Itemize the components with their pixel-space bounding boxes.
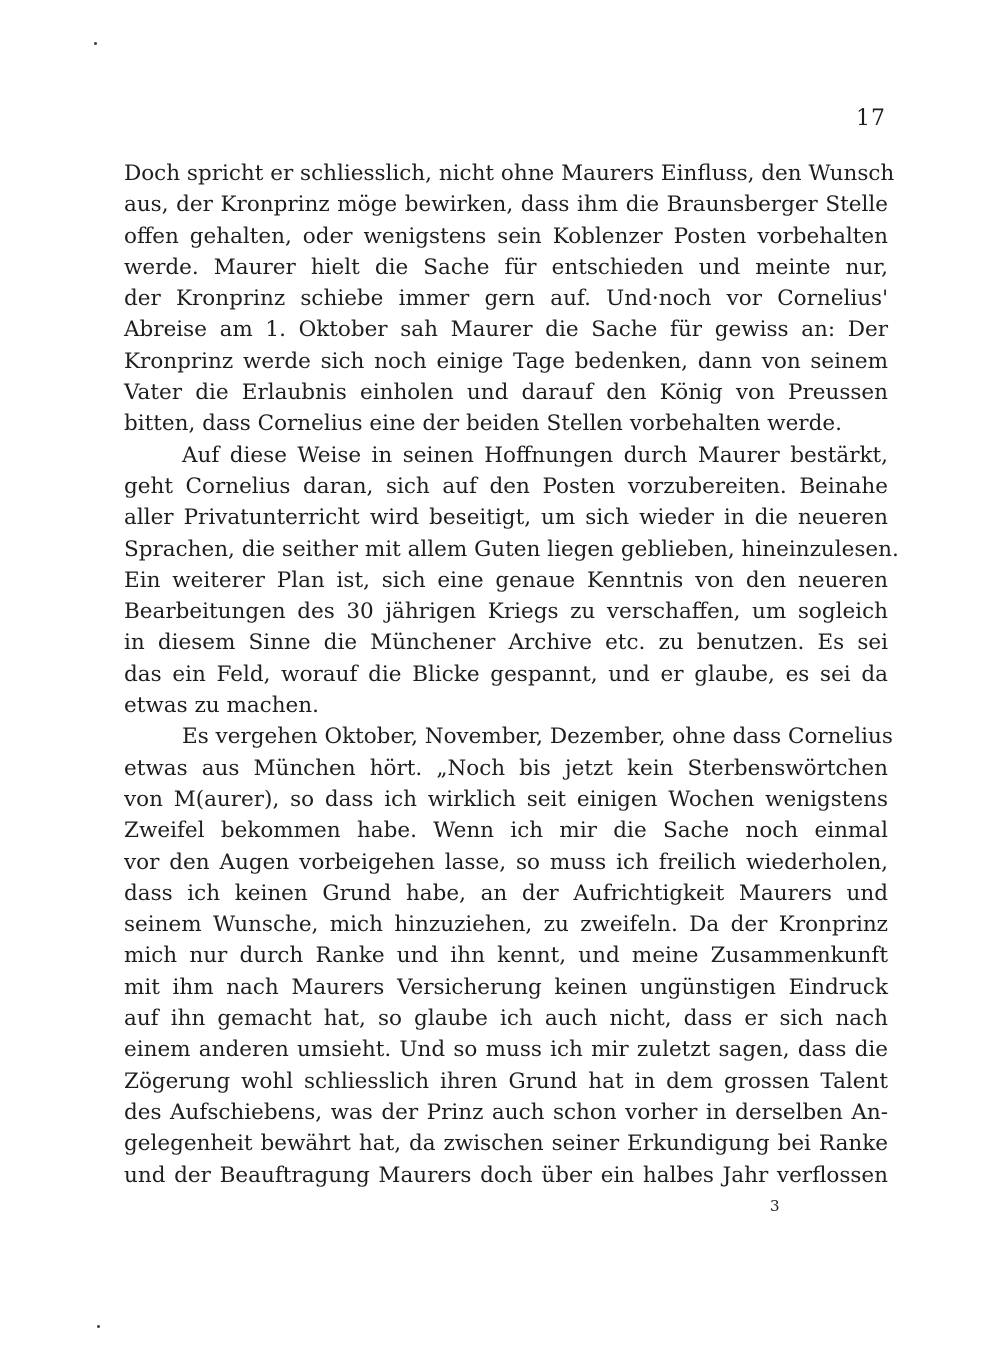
- text-line: Zögerung wohl schliesslich ihren Grund hat in dem grossen Talent: [124, 1068, 888, 1094]
- text-line: bitten, dass Cornelius eine der beiden Stellen vorbehalten werde.: [124, 411, 842, 437]
- text-line: Sprachen, die seither mit allem Guten liegen geblieben, hineinzulesen.: [124, 536, 899, 562]
- text-line: von M(aurer), so dass ich wirklich seit einigen Wochen wenigstens: [124, 786, 888, 812]
- scan-speck: [94, 42, 97, 45]
- text-line: Es vergehen Oktober, November, Dezember, ohne dass Cornelius: [182, 724, 893, 750]
- text-line: Ein weiterer Plan ist, sich eine genaue Kenntnis von den neueren: [124, 567, 888, 593]
- text-line: mit ihm nach Maurers Versicherung keinen ungünstigen Eindruck: [124, 974, 888, 1000]
- text-line: Auf diese Weise in seinen Hoffnungen durch Maurer bestärkt,: [182, 442, 888, 468]
- text-line: offen gehalten, oder wenigstens sein Koblenzer Posten vorbehalten: [124, 223, 888, 249]
- text-line: vor den Augen vorbeigehen lasse, so muss ich freilich wiederholen,: [124, 849, 888, 875]
- text-line: etwas aus München hört. „Noch bis jetzt kein Sterbenswörtchen: [124, 755, 888, 781]
- text-line: das ein Feld, worauf die Blicke gespannt, und er glaube, es sei da: [124, 661, 888, 687]
- text-line: Kronprinz werde sich noch einige Tage bedenken, dann von seinem: [124, 348, 888, 374]
- signature-mark: 3: [770, 1197, 780, 1215]
- text-line: dass ich keinen Grund habe, an der Aufrichtigkeit Maurers und: [124, 880, 888, 906]
- text-line: auf ihn gemacht hat, so glaube ich auch nicht, dass er sich nach: [124, 1006, 888, 1032]
- text-line: einem anderen umsieht. Und so muss ich mir zuletzt sagen, dass die: [124, 1037, 888, 1063]
- text-line: des Aufschiebens, was der Prinz auch schon vorher in derselben An-: [124, 1099, 888, 1125]
- text-line: Bearbeitungen des 30 jährigen Kriegs zu verschaffen, um sogleich: [124, 599, 888, 625]
- text-line: aller Privatunterricht wird beseitigt, um sich wieder in die neueren: [124, 505, 888, 531]
- text-line: aus, der Kronprinz möge bewirken, dass ihm die Braunsberger Stelle: [124, 192, 888, 218]
- text-line: seinem Wunsche, mich hinzuziehen, zu zweifeln. Da der Kronprinz: [124, 912, 888, 938]
- page-number: 17: [856, 106, 886, 131]
- text-line: Doch spricht er schliesslich, nicht ohne Maurers Einfluss, den Wunsch: [124, 161, 895, 186]
- text-line: Zweifel bekommen habe. Wenn ich mir die Sache noch einmal: [124, 818, 888, 844]
- text-line: gelegenheit bewährt hat, da zwischen seiner Erkundigung bei Ranke: [124, 1131, 888, 1157]
- text-line: und der Beauftragung Maurers doch über ein halbes Jahr verflossen: [124, 1162, 888, 1188]
- text-line: werde. Maurer hielt die Sache für entschieden und meinte nur,: [124, 254, 888, 280]
- body-text: [124, 158, 899, 1191]
- text-line: geht Cornelius daran, sich auf den Posten vorzubereiten. Beinahe: [124, 473, 888, 499]
- text-line: Abreise am 1. Oktober sah Maurer die Sache für gewiss an: Der: [124, 317, 888, 343]
- text-line: etwas zu machen.: [124, 693, 319, 719]
- scan-speck: [97, 1325, 100, 1328]
- text-line: mich nur durch Ranke und ihn kennt, und meine Zusammenkunft: [124, 943, 888, 969]
- text-line: Vater die Erlaubnis einholen und darauf den König von Preussen: [124, 380, 888, 406]
- text-line: in diesem Sinne die Münchener Archive etc. zu benutzen. Es sei: [124, 630, 888, 656]
- text-line: der Kronprinz schiebe immer gern auf. Und·noch vor Cornelius': [124, 286, 888, 312]
